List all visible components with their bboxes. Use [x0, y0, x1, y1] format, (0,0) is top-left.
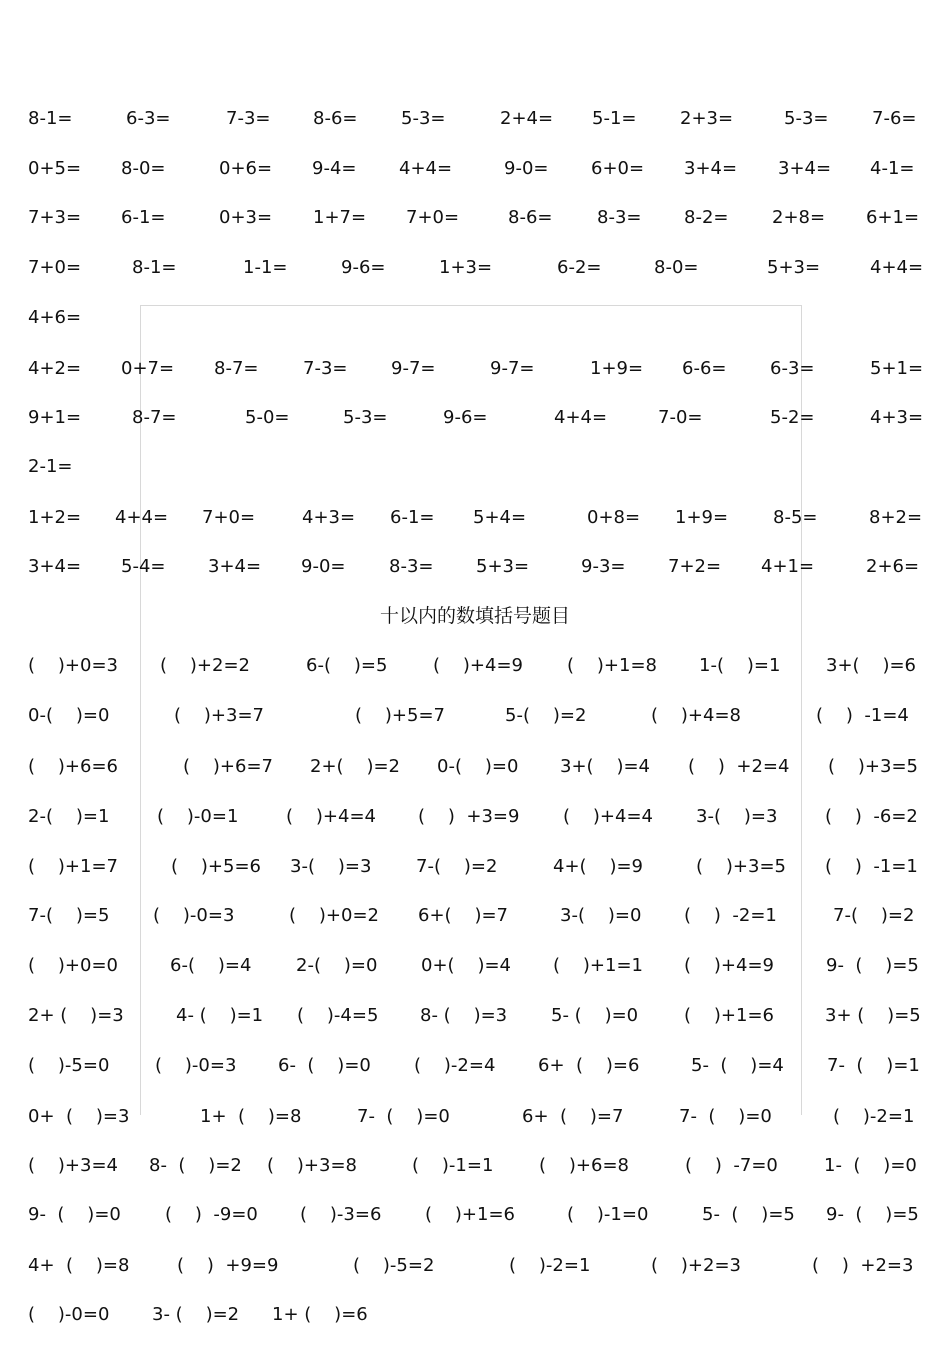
arithmetic-problem: 8-1=: [28, 108, 73, 129]
arithmetic-problem: 8-0=: [121, 158, 166, 179]
bracket-problem: ( )-1=0: [567, 1204, 649, 1225]
arithmetic-problem: 7-3=: [226, 108, 271, 129]
bracket-problem: ( )-5=2: [353, 1255, 435, 1276]
arithmetic-row: [0, 253, 950, 283]
bracket-problem: ( ) +2=3: [812, 1255, 914, 1276]
bracket-problem: 2-( )=0: [296, 955, 378, 976]
arithmetic-problem: 4+3=: [870, 407, 924, 428]
arithmetic-row: [0, 452, 950, 482]
bracket-row: [0, 1051, 950, 1081]
bracket-problem: ( ) -1=1: [825, 856, 918, 877]
bracket-problem: 1+ ( )=8: [200, 1106, 302, 1127]
bracket-problem: ( )-2=4: [414, 1055, 496, 1076]
bracket-problem: 3+( )=6: [826, 655, 916, 676]
arithmetic-problem: 1+7=: [313, 207, 367, 228]
bracket-problem: ( )-3=6: [300, 1204, 382, 1225]
bracket-problem: 3+ ( )=5: [825, 1005, 921, 1026]
arithmetic-problem: 3+4=: [28, 556, 82, 577]
bracket-problem: ( )+1=8: [567, 655, 657, 676]
bracket-problem: ( ) -1=4: [816, 705, 909, 726]
bracket-row: [0, 1102, 950, 1132]
bracket-problem: 0+ ( )=3: [28, 1106, 130, 1127]
arithmetic-problem: 6-1=: [121, 207, 166, 228]
arithmetic-problem: 1+3=: [439, 257, 493, 278]
bracket-problem: ( )+0=2: [289, 905, 379, 926]
bracket-problem: ( )+5=6: [171, 856, 261, 877]
bracket-problem: ( )-2=1: [833, 1106, 915, 1127]
arithmetic-problem: 5+1=: [870, 358, 924, 379]
bracket-problem: ( ) -2=1: [684, 905, 777, 926]
bracket-problem: 6- ( )=0: [278, 1055, 371, 1076]
arithmetic-problem: 7-3=: [303, 358, 348, 379]
bracket-problem: 1- ( )=0: [824, 1155, 917, 1176]
bracket-problem: 5-( )=2: [505, 705, 587, 726]
arithmetic-problem: 5-1=: [592, 108, 637, 129]
bracket-problem: 1-( )=1: [699, 655, 781, 676]
arithmetic-problem: 6+1=: [866, 207, 920, 228]
arithmetic-problem: 0+8=: [587, 507, 641, 528]
arithmetic-problem: 1+2=: [28, 507, 82, 528]
arithmetic-problem: 4+4=: [399, 158, 453, 179]
arithmetic-problem: 6-1=: [390, 507, 435, 528]
bracket-problem: 6-( )=5: [306, 655, 388, 676]
bracket-problem: 5- ( )=4: [691, 1055, 784, 1076]
bracket-problem: 0-( )=0: [28, 705, 110, 726]
arithmetic-row: [0, 403, 950, 433]
arithmetic-problem: 8-6=: [508, 207, 553, 228]
bracket-problem: ( )+1=7: [28, 856, 118, 877]
bracket-problem: 6-( )=4: [170, 955, 252, 976]
bracket-problem: ( )+0=3: [28, 655, 118, 676]
arithmetic-problem: 9-6=: [341, 257, 386, 278]
arithmetic-problem: 4+1=: [761, 556, 815, 577]
arithmetic-problem: 6-3=: [770, 358, 815, 379]
bracket-row: [0, 1001, 950, 1031]
arithmetic-problem: 5-3=: [784, 108, 829, 129]
bracket-problem: ( )-2=1: [509, 1255, 591, 1276]
bracket-problem: 3+( )=4: [560, 756, 650, 777]
arithmetic-problem: 8-6=: [313, 108, 358, 129]
bracket-problem: 3-( )=3: [696, 806, 778, 827]
arithmetic-problem: 9-4=: [312, 158, 357, 179]
bracket-row: [0, 1151, 950, 1181]
arithmetic-problem: 6+0=: [591, 158, 645, 179]
bracket-problem: 7-( )=2: [833, 905, 915, 926]
bracket-problem: 3- ( )=2: [152, 1304, 240, 1325]
bracket-row: [0, 951, 950, 981]
bracket-problem: 3-( )=0: [560, 905, 642, 926]
bracket-problem: ( ) +3=9: [418, 806, 520, 827]
bracket-problem: 6+( )=7: [418, 905, 508, 926]
arithmetic-problem: 1-1=: [243, 257, 288, 278]
arithmetic-problem: 5+4=: [473, 507, 527, 528]
arithmetic-problem: 1+9=: [590, 358, 644, 379]
bracket-row: [0, 1251, 950, 1281]
arithmetic-row: [0, 354, 950, 384]
arithmetic-row: [0, 552, 950, 582]
arithmetic-problem: 7+3=: [28, 207, 82, 228]
bracket-problem: ( ) -6=2: [825, 806, 918, 827]
arithmetic-problem: 5-4=: [121, 556, 166, 577]
bracket-problem: ( )+4=4: [286, 806, 376, 827]
bracket-problem: ( )+3=7: [174, 705, 264, 726]
bracket-problem: ( )-1=1: [412, 1155, 494, 1176]
arithmetic-problem: 7-0=: [658, 407, 703, 428]
bracket-problem: 4+ ( )=8: [28, 1255, 130, 1276]
bracket-problem: 3-( )=3: [290, 856, 372, 877]
bracket-problem: ( )+5=7: [355, 705, 445, 726]
arithmetic-row: [0, 104, 950, 134]
arithmetic-problem: 5-0=: [245, 407, 290, 428]
bracket-problem: 2-( )=1: [28, 806, 110, 827]
arithmetic-problem: 5-3=: [401, 108, 446, 129]
bracket-problem: ( )-4=5: [297, 1005, 379, 1026]
arithmetic-problem: 9-0=: [301, 556, 346, 577]
bracket-problem: 7- ( )=0: [357, 1106, 450, 1127]
bracket-problem: 9- ( )=0: [28, 1204, 121, 1225]
bracket-problem: ( )+1=1: [553, 955, 643, 976]
arithmetic-problem: 4+4=: [870, 257, 924, 278]
arithmetic-problem: 3+4=: [208, 556, 262, 577]
arithmetic-problem: 7-6=: [872, 108, 917, 129]
bracket-row: [0, 752, 950, 782]
bracket-problem: ( ) -7=0: [685, 1155, 778, 1176]
arithmetic-problem: 4+4=: [554, 407, 608, 428]
bracket-problem: ( )-0=1: [157, 806, 239, 827]
arithmetic-problem: 4+2=: [28, 358, 82, 379]
section-title: 十以内的数填括号题目: [379, 605, 570, 627]
arithmetic-problem: 9-3=: [581, 556, 626, 577]
bracket-row: [0, 1300, 950, 1330]
bracket-row: [0, 1200, 950, 1230]
bracket-problem: 6+ ( )=7: [522, 1106, 624, 1127]
bracket-problem: ( )+6=7: [183, 756, 273, 777]
bracket-problem: 2+( )=2: [310, 756, 400, 777]
arithmetic-problem: 1+9=: [675, 507, 729, 528]
bracket-problem: ( )+6=6: [28, 756, 118, 777]
bracket-problem: ( )-0=3: [153, 905, 235, 926]
arithmetic-problem: 9-7=: [391, 358, 436, 379]
arithmetic-problem: 0+6=: [219, 158, 273, 179]
arithmetic-problem: 8-7=: [214, 358, 259, 379]
bracket-problem: ( )+3=5: [696, 856, 786, 877]
bracket-problem: 9- ( )=5: [826, 1204, 919, 1225]
bracket-problem: ( )+3=4: [28, 1155, 118, 1176]
arithmetic-problem: 0+7=: [121, 358, 175, 379]
arithmetic-problem: 0+3=: [219, 207, 273, 228]
bracket-problem: 2+ ( )=3: [28, 1005, 124, 1026]
bracket-problem: ( )+4=9: [684, 955, 774, 976]
bracket-problem: 1+ ( )=6: [272, 1304, 368, 1325]
bracket-problem: ( )-5=0: [28, 1055, 110, 1076]
arithmetic-problem: 4+6=: [28, 307, 82, 328]
arithmetic-problem: 9-6=: [443, 407, 488, 428]
arithmetic-problem: 8-1=: [132, 257, 177, 278]
arithmetic-problem: 6-2=: [557, 257, 602, 278]
bracket-row: [0, 802, 950, 832]
bracket-problem: ( ) +9=9: [177, 1255, 279, 1276]
arithmetic-problem: 2+6=: [866, 556, 920, 577]
arithmetic-problem: 9-0=: [504, 158, 549, 179]
bracket-problem: ( )+6=8: [539, 1155, 629, 1176]
bracket-problem: 0-( )=0: [437, 756, 519, 777]
bracket-problem: ( )+0=0: [28, 955, 118, 976]
bracket-problem: 6+ ( )=6: [538, 1055, 640, 1076]
bracket-problem: ( )+1=6: [425, 1204, 515, 1225]
arithmetic-problem: 9-7=: [490, 358, 535, 379]
arithmetic-problem: 5-2=: [770, 407, 815, 428]
arithmetic-problem: 2+3=: [680, 108, 734, 129]
bracket-problem: 7- ( )=0: [679, 1106, 772, 1127]
arithmetic-problem: 4+4=: [115, 507, 169, 528]
arithmetic-problem: 8-5=: [773, 507, 818, 528]
bracket-problem: ( )+3=5: [828, 756, 918, 777]
arithmetic-problem: 8-3=: [597, 207, 642, 228]
bracket-problem: 0+( )=4: [421, 955, 511, 976]
bracket-problem: 7-( )=2: [416, 856, 498, 877]
arithmetic-problem: 9+1=: [28, 407, 82, 428]
arithmetic-problem: 4-1=: [870, 158, 915, 179]
arithmetic-problem: 2+8=: [772, 207, 826, 228]
arithmetic-problem: 0+5=: [28, 158, 82, 179]
arithmetic-problem: 7+0=: [28, 257, 82, 278]
arithmetic-problem: 8-7=: [132, 407, 177, 428]
arithmetic-problem: 5+3=: [767, 257, 821, 278]
bracket-row: [0, 901, 950, 931]
bracket-problem: 4+( )=9: [553, 856, 643, 877]
bracket-problem: 4- ( )=1: [176, 1005, 264, 1026]
bracket-problem: 7- ( )=1: [827, 1055, 920, 1076]
bracket-problem: 7-( )=5: [28, 905, 110, 926]
bracket-problem: ( )-0=0: [28, 1304, 110, 1325]
bracket-problem: ( )+4=8: [651, 705, 741, 726]
arithmetic-problem: 7+0=: [406, 207, 460, 228]
arithmetic-problem: 6-6=: [682, 358, 727, 379]
arithmetic-row: [0, 203, 950, 233]
bracket-problem: ( )+2=3: [651, 1255, 741, 1276]
arithmetic-problem: 4+3=: [302, 507, 356, 528]
arithmetic-problem: 2+4=: [500, 108, 554, 129]
arithmetic-problem: 7+0=: [202, 507, 256, 528]
arithmetic-problem: 5+3=: [476, 556, 530, 577]
bracket-problem: 8- ( )=2: [149, 1155, 242, 1176]
arithmetic-row: [0, 303, 950, 333]
arithmetic-problem: 2-1=: [28, 456, 73, 477]
bracket-problem: ( )+3=8: [267, 1155, 357, 1176]
bracket-problem: 5- ( )=5: [702, 1204, 795, 1225]
arithmetic-problem: 8-2=: [684, 207, 729, 228]
bracket-problem: ( ) -9=0: [165, 1204, 258, 1225]
bracket-problem: ( )+4=9: [433, 655, 523, 676]
arithmetic-problem: 8-3=: [389, 556, 434, 577]
arithmetic-problem: 8-0=: [654, 257, 699, 278]
bracket-row: [0, 701, 950, 731]
arithmetic-row: [0, 154, 950, 184]
bracket-problem: ( )+1=6: [684, 1005, 774, 1026]
bracket-problem: ( ) +2=4: [688, 756, 790, 777]
bracket-problem: 8- ( )=3: [420, 1005, 508, 1026]
arithmetic-problem: 7+2=: [668, 556, 722, 577]
bracket-row: [0, 852, 950, 882]
arithmetic-problem: 3+4=: [778, 158, 832, 179]
arithmetic-problem: 5-3=: [343, 407, 388, 428]
bracket-problem: 5- ( )=0: [551, 1005, 639, 1026]
bracket-problem: ( )-0=3: [155, 1055, 237, 1076]
bracket-problem: ( )+2=2: [160, 655, 250, 676]
bracket-row: [0, 651, 950, 681]
bracket-problem: ( )+4=4: [563, 806, 653, 827]
bracket-problem: 9- ( )=5: [826, 955, 919, 976]
arithmetic-problem: 3+4=: [684, 158, 738, 179]
arithmetic-problem: 8+2=: [869, 507, 923, 528]
arithmetic-row: [0, 503, 950, 533]
arithmetic-problem: 6-3=: [126, 108, 171, 129]
